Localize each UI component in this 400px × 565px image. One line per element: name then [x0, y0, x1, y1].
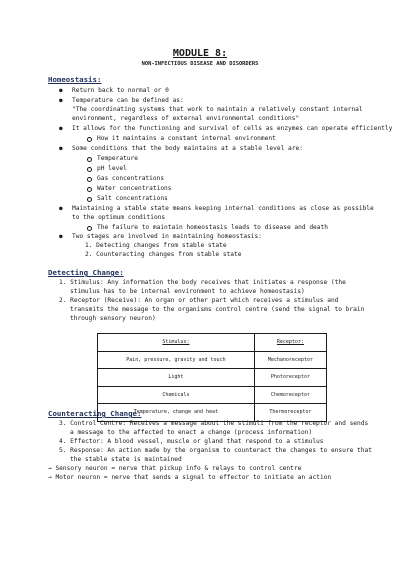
- condition-item: Temperature: [97, 155, 138, 162]
- table-cell: Pain, pressure, gravity and touch: [98, 351, 255, 369]
- list-item-continued: to the optimum conditions: [72, 214, 166, 221]
- bullet-dot: ●: [59, 87, 63, 94]
- sub-bullet-circle: [87, 197, 92, 202]
- list-item: Maintaining a stable state means keeping internal conditions as close as possible: [72, 205, 374, 212]
- table-cell: Mechanoreceptor: [254, 351, 326, 369]
- table-cell: Temperature, change and heat: [98, 404, 255, 422]
- table-row: [98, 351, 327, 369]
- condition-item: pH level: [97, 165, 127, 172]
- table-header-cell: Receptor:: [254, 334, 326, 352]
- section-heading-detecting: Detecting Change:: [48, 268, 124, 277]
- arrow-note: → Sensory neuron = nerve that pickup info & relays to control centre: [48, 465, 302, 472]
- numbered-item: 1. Detecting changes from stable state: [85, 242, 227, 249]
- numbered-item: 4. Effector: A blood vessel, muscle or gland that respond to a stimulus: [59, 438, 324, 445]
- table-header-row: [98, 334, 327, 352]
- table-cell: Thermoreceptor: [254, 404, 326, 422]
- numbered-item: 2. Counteracting changes from stable state: [85, 251, 242, 258]
- sub-bullet-circle: [87, 226, 92, 231]
- condition-item: Salt concentrations: [97, 195, 168, 202]
- numbered-item: 2. Receptor (Receive): An organ or other part which receives a stimulus and: [59, 297, 339, 304]
- numbered-item: 3. Control Centre: Receives a message about the stimuli from the receptor and sends: [59, 420, 369, 427]
- page-title: MODULE 8:: [172, 48, 228, 59]
- table-row: [98, 386, 327, 404]
- bullet-dot: ●: [59, 145, 63, 152]
- numbered-item-continued: stimulus has to be internal environment to achieve homeostasis): [70, 288, 305, 295]
- sub-bullet-circle: [87, 187, 92, 192]
- sub-list-item: The failure to maintain homeostasis leads to disease and death: [97, 224, 328, 231]
- table-cell: Chemoreceptor: [254, 386, 326, 404]
- table-header-cell: Stimulus:: [98, 334, 255, 352]
- table-cell: Chemicals: [98, 386, 255, 404]
- sub-bullet-circle: [87, 177, 92, 182]
- list-item: Temperature can be defined as:: [72, 97, 184, 104]
- arrow-note: → Motor neuron = nerve that sends a signal to effector to initiate an action: [48, 474, 332, 481]
- list-item: It allows for the functioning and survival of cells as enzymes can operate efficiently: [72, 125, 393, 132]
- table-cell: Light: [98, 369, 255, 387]
- quote-line: "The coordinating systems that work to maintain a relatively constant internal: [72, 106, 363, 113]
- table-row: [98, 369, 327, 387]
- bullet-dot: ●: [59, 205, 63, 212]
- condition-item: Gas concentrations: [97, 175, 165, 182]
- page-subtitle: NON-INFECTIOUS DISEASE AND DISORDERS: [141, 61, 259, 67]
- sub-list-item: How it maintains a constant internal environment: [97, 135, 276, 142]
- list-item: Return back to normal or 0: [72, 87, 169, 94]
- numbered-item-continued: the stable state is maintained: [70, 456, 182, 463]
- numbered-item: 5. Response: An action made by the organism to counteract the changes to ensure that: [59, 447, 372, 454]
- section-heading-homeostasis: Homeostasis:: [48, 75, 102, 84]
- list-item: Two stages are involved in maintaining homeostasis:: [72, 233, 262, 240]
- numbered-item-continued: transmits the message to the organisms control centre (send the signal to brain: [70, 306, 365, 313]
- sub-bullet-circle: [87, 137, 92, 142]
- numbered-item-continued: through sensory neuron): [70, 315, 156, 322]
- numbered-item-continued: a message to the affected to enact a change (process information): [70, 429, 313, 436]
- bullet-dot: ●: [59, 233, 63, 240]
- bullet-dot: ●: [59, 97, 63, 104]
- list-item: Some conditions that the body maintains at a stable level are:: [72, 145, 303, 152]
- bullet-dot: ●: [59, 125, 63, 132]
- section-heading-counteracting: Counteracting Change:: [48, 409, 142, 418]
- table-cell: Photoreceptor: [254, 369, 326, 387]
- numbered-item: 1. Stimulus: Any information the body receives that initiates a response (the: [59, 279, 346, 286]
- quote-line: environment, regardless of external environmental conditions": [72, 115, 300, 122]
- sub-bullet-circle: [87, 167, 92, 172]
- condition-item: Water concentrations: [97, 185, 172, 192]
- sub-bullet-circle: [87, 157, 92, 162]
